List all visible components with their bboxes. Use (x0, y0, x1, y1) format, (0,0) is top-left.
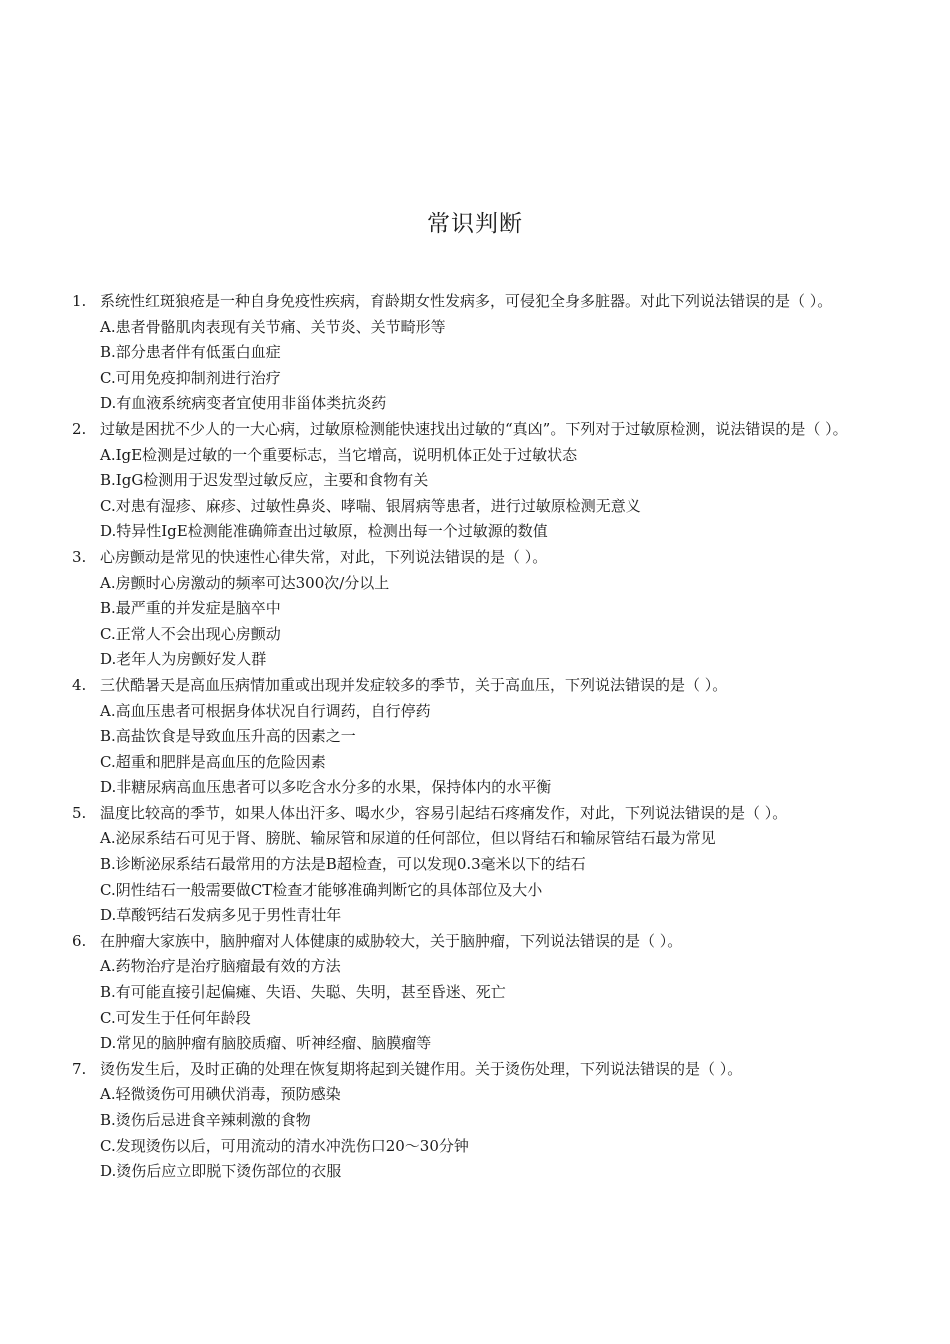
question-text: 烫伤发生后，及时正确的处理在恢复期将起到关键作用。关于烫伤处理，下列说法错误的是（ ）。 (100, 1059, 743, 1078)
question-block (72, 289, 877, 417)
answer-option: C.阴性结石一般需要做CT检查才能够准确判断它的具体部位及大小 (100, 880, 543, 899)
page-title: 常识判断 (427, 211, 523, 237)
answer-option: D.非糖尿病高血压患者可以多吃含水分多的水果，保持体内的水平衡 (100, 778, 552, 797)
question-number: 3. (72, 547, 87, 566)
question-number: 2. (72, 419, 87, 438)
question-list (72, 289, 877, 1185)
answer-option: C.可发生于任何年龄段 (100, 1008, 251, 1027)
question-block (72, 673, 877, 801)
answer-option: C.正常人不会出现心房颤动 (100, 624, 281, 643)
question-text: 心房颤动是常见的快速性心律失常，对此，下列说法错误的是（ ）。 (100, 547, 548, 566)
answer-option: C.发现烫伤以后，可用流动的清水冲洗伤口20～30分钟 (100, 1136, 469, 1155)
question-text: 系统性红斑狼疮是一种自身免疫性疾病，育龄期女性发病多，可侵犯全身多脏器。对此下列说法错误的是（ ）。 (100, 292, 833, 310)
question-block (72, 545, 877, 673)
question-block (72, 417, 877, 545)
question-stem (72, 1057, 877, 1083)
answer-option: A.患者骨骼肌肉表现有关节痛、关节炎、关节畸形等 (100, 317, 446, 336)
question-stem (72, 289, 877, 315)
answer-option: A.轻微烫伤可用碘伏消毒，预防感染 (100, 1085, 341, 1104)
question-number: 7. (72, 1059, 87, 1078)
answer-option: D.特异性IgE检测能准确筛查出过敏原，检测出每一个过敏源的数值 (100, 522, 548, 541)
answer-option: B.最严重的并发症是脑卒中 (100, 599, 281, 618)
answer-option: A.药物治疗是治疗脑瘤最有效的方法 (100, 957, 341, 976)
question-block (72, 929, 877, 1057)
question-stem (72, 801, 877, 827)
question-stem (72, 417, 877, 443)
answer-option: B.有可能直接引起偏瘫、失语、失聪、失明，甚至昏迷、死亡 (100, 983, 506, 1002)
question-stem (72, 673, 877, 699)
answer-option: D.草酸钙结石发病多见于男性青壮年 (100, 906, 342, 925)
answer-option: A.房颤时心房激动的频率可达300次/分以上 (100, 573, 390, 592)
question-text: 温度比较高的季节，如果人体出汗多、喝水少，容易引起结石疼痛发作，对此，下列说法错误的是（ ）。 (100, 803, 788, 822)
question-block (72, 801, 877, 929)
answer-option: B.诊断泌尿系结石最常用的方法是B超检查，可以发现0.3毫米以下的结石 (100, 855, 586, 874)
answer-option: A.高血压患者可根据身体状况自行调药，自行停药 (100, 701, 431, 720)
answer-option: D.常见的脑肿瘤有脑胶质瘤、听神经瘤、脑膜瘤等 (100, 1034, 432, 1053)
question-stem (72, 545, 877, 571)
question-stem (72, 929, 877, 955)
question-number: 5. (72, 803, 87, 822)
question-text: 三伏酷暑天是高血压病情加重或出现并发症较多的季节，关于高血压，下列说法错误的是（ ）。 (100, 675, 728, 694)
question-block (72, 1057, 877, 1185)
question-number: 1. (72, 292, 87, 310)
answer-option: D.烫伤后应立即脱下烫伤部位的衣服 (100, 1162, 342, 1181)
question-number: 4. (72, 675, 87, 694)
answer-option: C.对患有湿疹、麻疹、过敏性鼻炎、哮喘、银屑病等患者，进行过敏原检测无意义 (100, 496, 641, 515)
answer-option: B.IgG检测用于迟发型过敏反应，主要和食物有关 (100, 471, 429, 490)
answer-option: A.IgE检测是过敏的一个重要标志，当它增高，说明机体正处于过敏状态 (100, 445, 578, 464)
answer-option: D.老年人为房颤好发人群 (100, 650, 267, 669)
question-number: 6. (72, 931, 87, 950)
question-text: 在肿瘤大家族中，脑肿瘤对人体健康的威胁较大，关于脑肿瘤，下列说法错误的是（ ）。 (100, 931, 683, 950)
answer-option: D.有血液系统病变者宜使用非甾体类抗炎药 (100, 394, 387, 413)
answer-option: B.高盐饮食是导致血压升高的因素之一 (100, 727, 356, 746)
answer-option: B.烫伤后忌进食辛辣刺激的食物 (100, 1111, 311, 1129)
answer-option: C.超重和肥胖是高血压的危险因素 (100, 752, 326, 771)
answer-option: B.部分患者伴有低蛋白血症 (100, 343, 281, 362)
answer-option: A.泌尿系结石可见于肾、膀胱、输尿管和尿道的任何部位，但以肾结石和输尿管结石最为常见 (100, 829, 716, 848)
question-text: 过敏是困扰不少人的一大心病，过敏原检测能快速找出过敏的“真凶”。下列对于过敏原检测，说法错误的是（ ）。 (100, 419, 848, 438)
answer-option: C.可用免疫抑制剂进行治疗 (100, 368, 281, 387)
